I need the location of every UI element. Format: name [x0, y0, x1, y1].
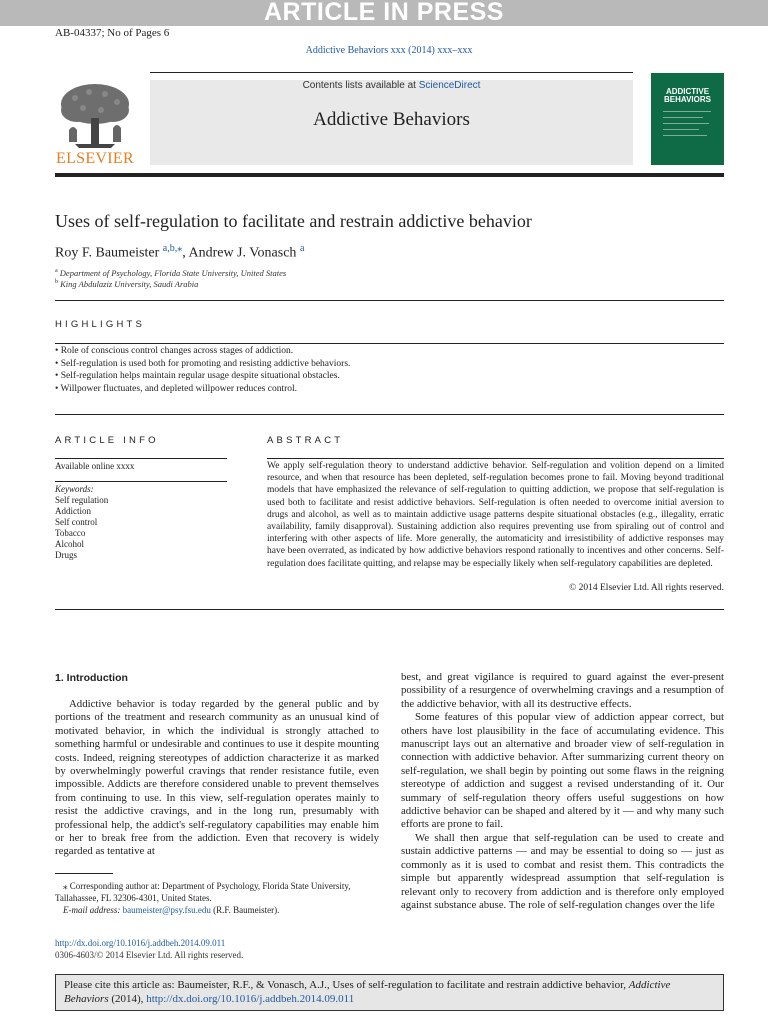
sciencedirect-link[interactable]: ScienceDirect — [418, 80, 481, 91]
footnote — [55, 880, 379, 916]
header-top-rule — [150, 72, 633, 73]
divider — [267, 458, 724, 459]
available-online: Available online xxxx — [55, 461, 135, 471]
contents-prefix: Contents lists available at — [302, 80, 419, 91]
keyword: Alcohol — [55, 539, 84, 549]
keyword: Tobacco — [55, 528, 86, 538]
article-id: AB-04337; No of Pages 6 — [55, 27, 170, 39]
divider — [55, 343, 724, 344]
abstract-heading: ABSTRACT — [267, 435, 344, 446]
highlight-item: • Self-regulation is used both for promoting and resisting addictive behaviors. — [55, 359, 351, 369]
affiliation-b — [55, 279, 198, 289]
cover-title — [654, 88, 721, 104]
abstract-text: We apply self-regulation theory to understand addictive behavior. Self-regulation and volition depend on a limited resource, and when that resource has been depleted, self-regulation becomes prone to fail. Moving beyond traditional models that have emphasized the relevance of self-regulation to quitting addiction, we propose that self-regulation is used both to facilitate and resist addictive behaviors. Self-regulation is often needed to overcome initial aversion to drugs and alcohol, as well as to maintain addictive usage patterns despite situational obstacles (e.g., illegality, erratic availability, family disapproval). Sustaining addiction also requires preventing use from spiraling out of control and interfering with other aspects of life. More generally, the automaticity and irresistibility of addictive responses may have been overrated, as indicated by how addictive behaviors respond rationally to incentives and other concerns. Self-regulation does facilitate quitting, and relapse may be especially likely when self-regulatory capabilities are depleted. — [267, 461, 724, 569]
divider — [55, 300, 724, 301]
paper-title: Uses of self-regulation to facilitate and restrain addictive behavior — [55, 211, 532, 231]
citation-text — [64, 978, 714, 1006]
affiliation-a — [55, 268, 286, 278]
banner-text: ARTICLE IN PRESS — [264, 0, 504, 26]
affiliation-text: Department of Psychology, Florida State University, United States — [59, 268, 287, 278]
cover-title-line-2: BEHAVIORS — [664, 95, 711, 104]
cover-decoration — [663, 117, 703, 118]
keywords-label: Keywords: — [55, 484, 94, 494]
keyword: Drugs — [55, 550, 77, 560]
doi-link[interactable]: http://dx.doi.org/10.1016/j.addbeh.2014.09.011 — [55, 938, 226, 948]
highlight-item: • Role of conscious control changes across stages of addiction. — [55, 346, 294, 356]
contents-line — [150, 80, 633, 91]
cover-decoration — [663, 135, 707, 136]
keyword: Self control — [55, 517, 98, 527]
email-label: E-mail address: — [63, 905, 123, 915]
highlight-item: • Willpower fluctuates, and depleted willpower reduces control. — [55, 384, 298, 394]
divider — [55, 458, 227, 459]
publisher-name: ELSEVIER — [56, 150, 134, 167]
body-paragraph: We shall then argue that self-regulation can be used to create and sustain addictive patterns — and may be essential to doing so — just as commonly as it is used to combat and resist them. This contradicts the simple but apparently widespread assumption that self-regulation is relevant only to recovery from addiction and is therefore only employed against substance abuse. The role of self-regulation changes over the life — [401, 831, 724, 911]
author-1: Roy F. Baumeister — [55, 245, 163, 261]
section-heading-introduction: 1. Introduction — [55, 672, 128, 684]
cover-decoration — [663, 123, 709, 124]
journal-cover-image — [651, 73, 724, 165]
author-2-marks[interactable]: a — [299, 243, 305, 254]
citation-journal: Addictive Behaviors — [64, 979, 671, 1005]
citation-box — [55, 974, 724, 1011]
body-column-left — [55, 698, 379, 859]
body-column-right — [401, 671, 724, 912]
body-paragraph: Addictive behavior is today regarded by the general public and by portions of the treatment and research community as an unusual kind of motivated behavior, in which the individual is strongly attached to something harmful or undesirable and continues to use it despite mounting costs. Indeed, reigning stereotypes of addiction characterize it as marked by overwhelmingly powerful cravings that render resistance futile, even impossible. Addicts are therefore considered unable to prevent themselves from continuing to use. In this view, self-regulation operates mainly to resist the addictive cravings, and in the long run, presumably with professional help, the addict's self-regulatory capabilities may enable him or her to break free from the addiction. Even that recovery is widely regarded as tentative at — [55, 698, 379, 858]
affiliation-mark: a — [55, 268, 58, 275]
divider — [55, 609, 724, 610]
keyword: Self regulation — [55, 495, 109, 505]
header-bottom-rule — [55, 173, 724, 177]
author-separator: , — [182, 245, 189, 261]
citation-prefix: Please cite this article as: Baumeister, R.F., & Vonasch, A.J., Uses of self-regulation to facilitate and restrain addictive behavior, — [64, 979, 629, 991]
divider — [55, 481, 227, 482]
body-paragraph: Some features of this popular view of addiction appear correct, but others have lost plausibility in the face of accumulating evidence. This manuscript lays out an alternative and broader view of self-regulation in connection with addictive behavior. After summarizing current theory on self-regulation, we shall begin by pointing out some flaws in the reigning stereotype of addiction and suggest a revised understanding of it. Our summary of self-regulation theory offers useful suggestions on how addictive behavior can be shaped and altered by it — and why many such efforts are prone to fail. — [401, 711, 724, 831]
author-2: Andrew J. Vonasch — [188, 245, 300, 261]
citation-year: (2014), — [108, 993, 147, 1005]
abstract-copyright: © 2014 Elsevier Ltd. All rights reserved. — [569, 583, 724, 593]
email-suffix: (R.F. Baumeister). — [210, 905, 280, 915]
divider — [55, 414, 724, 415]
article-info-heading: ARTICLE INFO — [55, 435, 159, 446]
issn-copyright: 0306-4603/© 2014 Elsevier Ltd. All rights reserved. — [55, 950, 244, 960]
cover-title-line-1: ADDICTIVE — [665, 87, 710, 96]
corresponding-author-note: ⁎ Corresponding author at: Department of Psychology, Florida State University, Tallahassee, FL 32306-4301, United States. — [55, 881, 351, 903]
footnote-rule — [55, 873, 113, 874]
journal-title: Addictive Behaviors — [313, 109, 470, 130]
affiliation-mark: b — [55, 279, 58, 286]
cover-decoration — [663, 111, 711, 112]
author-list — [55, 243, 304, 262]
highlight-item: • Self-regulation helps maintain regular usage despite situational obstacles. — [55, 371, 340, 381]
email-line — [55, 904, 379, 916]
cover-decoration — [663, 129, 699, 130]
citation-doi-link[interactable]: http://dx.doi.org/10.1016/j.addbeh.2014.09.011 — [146, 993, 355, 1005]
keyword: Addiction — [55, 506, 91, 516]
affiliation-text: King Abdulaziz University, Saudi Arabia — [60, 279, 199, 289]
body-paragraph: best, and great vigilance is required to guard against the ever-present possibility of a resurgence of overwhelming cravings and a resumption of the addictive behavior, with all its destructive effects. — [401, 671, 724, 710]
journal-reference-link[interactable]: Addictive Behaviors xxx (2014) xxx–xxx — [305, 45, 473, 56]
author-1-marks[interactable]: a,b,⁎ — [162, 243, 183, 254]
email-link[interactable]: baumeister@psy.fsu.edu — [122, 905, 211, 915]
highlights-heading: HIGHLIGHTS — [55, 319, 146, 330]
